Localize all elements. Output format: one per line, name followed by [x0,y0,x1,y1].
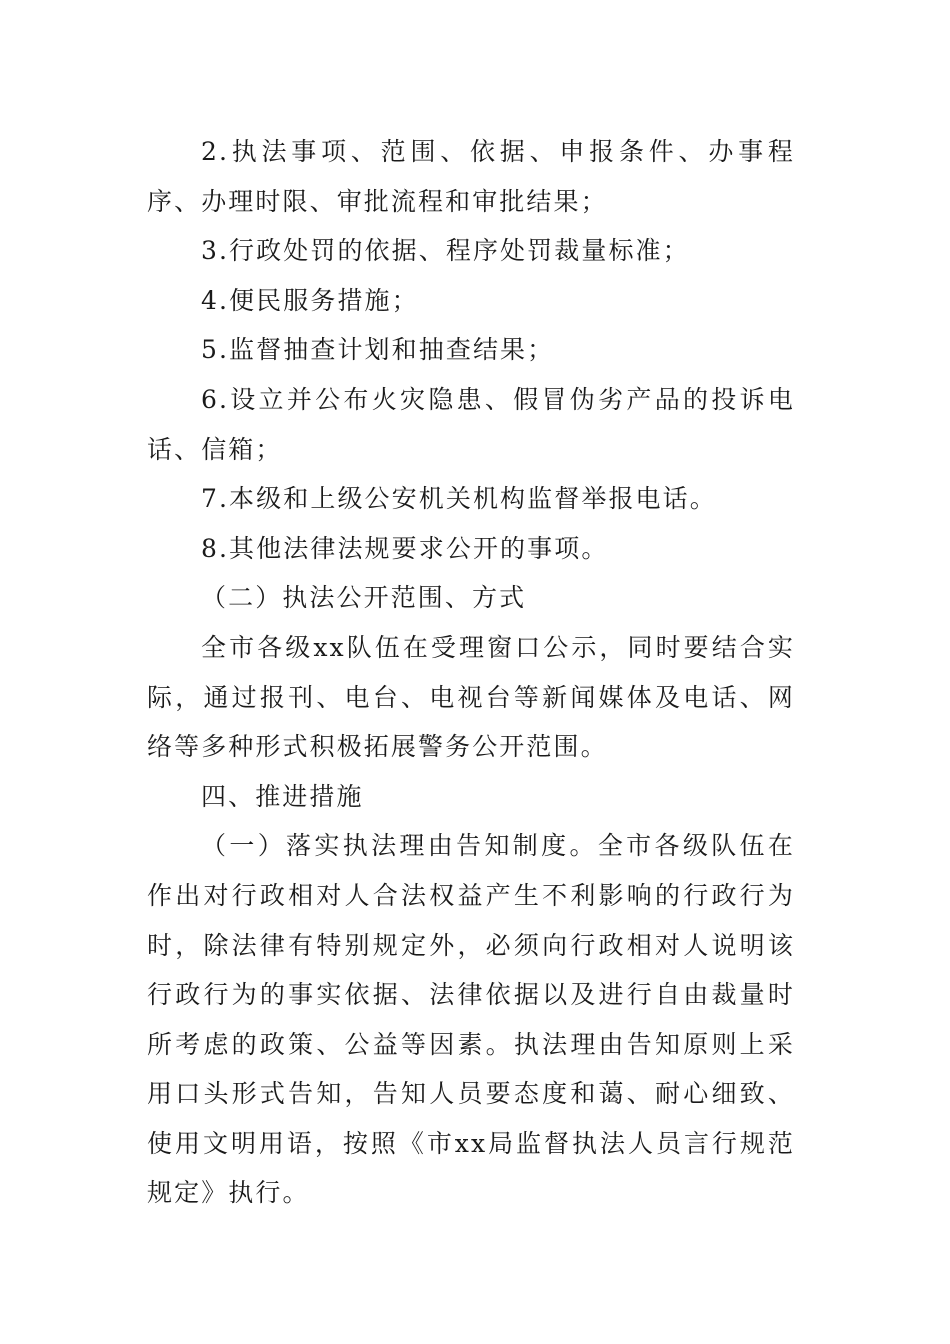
section-heading-scope: （二）执法公开范围、方式 [201,583,527,613]
paragraph-measures-1: （一）落实执法理由告知制度。全市各级队伍在作出对行政相对人合法权益产生不利影响的行政行为时，除法律有特别规定外，必须向行政相对人说明该行政行为的事实依据、法律依据以及进行自由裁量时所考虑的政策、公益等因素。执法理由告知原则上采用口头形式告知，告知人员要态度和蔼、耐心细致、使用文明用语，按照《市xx局监督执法人员言行规范规定》执行。 [147,831,795,1208]
list-item-3: 3.行政处罚的依据、程序处罚裁量标准； [201,236,690,266]
document-body [147,127,795,1218]
list-item-5: 5.监督抽查计划和抽查结果； [201,335,555,365]
section-heading-measures: 四、推进措施 [201,781,364,811]
list-item-7: 7.本级和上级公安机关机构监督举报电话。 [201,484,717,514]
list-item-8: 8.其他法律法规要求公开的事项。 [201,533,609,563]
paragraph-scope: 全市各级xx队伍在受理窗口公示，同时要结合实际，通过报刊、电台、电视台等新闻媒体及电话、网络等多种形式积极拓展警务公开范围。 [147,632,795,762]
list-item-4: 4.便民服务措施； [201,285,419,315]
list-item-2: 2.执法事项、范围、依据、申报条件、办事程序、办理时限、审批流程和审批结果； [147,137,795,216]
list-item-6: 6.设立并公布火灾隐患、假冒伪劣产品的投诉电话、信箱； [147,384,795,464]
